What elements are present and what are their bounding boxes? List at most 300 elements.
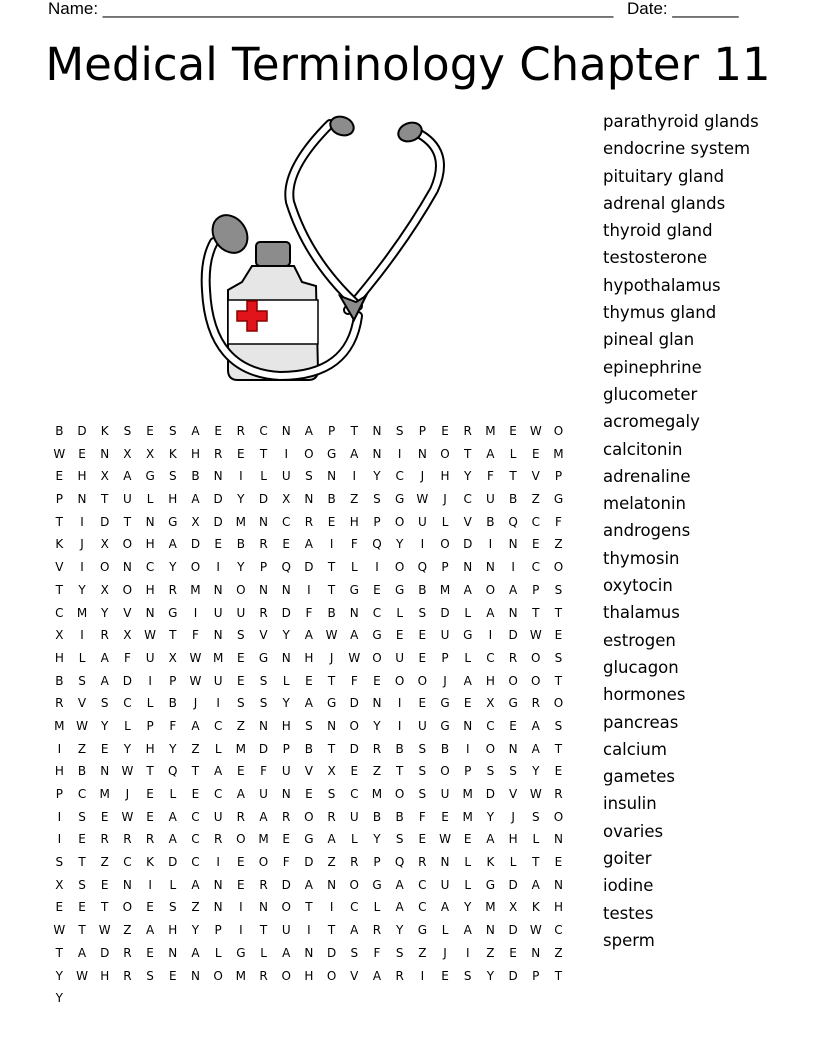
grid-letter: N: [327, 718, 337, 733]
grid-letter: C: [259, 424, 268, 438]
grid-letter: R: [145, 832, 155, 847]
grid-letter: G: [168, 605, 178, 620]
grid-letter: P: [327, 424, 336, 438]
grid-letter: T: [554, 673, 563, 688]
grid-letter: E: [418, 696, 427, 711]
grid-letter: U: [349, 809, 359, 824]
grid-letter: U: [213, 605, 223, 620]
grid-letter: N: [372, 446, 382, 461]
grid-letter: U: [440, 628, 450, 643]
word-list-item: iodine: [603, 876, 654, 896]
grid-letter: J: [193, 696, 198, 711]
grid-letter: E: [554, 628, 563, 643]
grid-letter: B: [418, 582, 427, 597]
word-list-item: pancreas: [603, 712, 679, 732]
grid-letter: N: [417, 446, 427, 461]
grid-letter: S: [78, 673, 86, 688]
grid-letter: F: [486, 469, 494, 484]
grid-letter: R: [463, 424, 472, 438]
grid-letter: J: [443, 673, 447, 688]
grid-letter: P: [373, 514, 381, 529]
grid-letter: W: [189, 650, 202, 665]
grid-letter: D: [349, 741, 359, 756]
grid-letter: T: [146, 764, 154, 779]
grid-letter: W: [348, 650, 361, 665]
grid-letter: I: [80, 514, 84, 529]
grid-letter: E: [373, 582, 381, 597]
grid-letter: D: [508, 877, 518, 892]
grid-letter: A: [350, 628, 359, 643]
grid-letter: N: [349, 605, 359, 620]
grid-letter: O: [372, 650, 382, 665]
grid-letter: W: [76, 968, 88, 983]
grid-letter: E: [146, 809, 154, 824]
grid-letter: W: [121, 809, 134, 824]
grid-letter: T: [464, 446, 472, 461]
grid-letter: N: [77, 492, 87, 507]
grid-letter: E: [509, 718, 517, 733]
grid-letter: G: [485, 877, 496, 892]
grid-letter: C: [486, 650, 495, 665]
grid-letter: O: [281, 900, 291, 915]
word-list-item: parathyroid glands: [603, 112, 759, 131]
grid-letter: S: [327, 787, 336, 801]
grid-letter: D: [463, 537, 473, 552]
grid-letter: Z: [77, 741, 87, 756]
grid-letter: B: [395, 741, 404, 756]
grid-letter: W: [529, 923, 542, 938]
grid-letter: Y: [532, 764, 540, 779]
grid-letter: M: [462, 787, 473, 801]
grid-letter: D: [326, 945, 337, 960]
grid-letter: E: [146, 787, 154, 801]
grid-letter: E: [214, 537, 222, 552]
grid-letter: E: [78, 446, 86, 461]
grid-letter: I: [80, 628, 84, 643]
grid-letter: N: [122, 877, 132, 892]
grid-letter: P: [146, 718, 154, 733]
grid-letter: Y: [78, 582, 86, 597]
grid-letter: N: [281, 424, 291, 438]
grid-letter: A: [304, 424, 314, 438]
grid-letter: R: [259, 968, 268, 983]
grid-letter: E: [509, 945, 517, 960]
grid-letter: E: [305, 787, 313, 801]
grid-letter: S: [418, 764, 427, 779]
grid-letter: G: [553, 492, 564, 507]
grid-letter: O: [531, 673, 541, 688]
grid-letter: Y: [373, 832, 381, 847]
grid-letter: E: [373, 673, 381, 688]
grid-letter: C: [213, 787, 223, 801]
grid-letter: E: [441, 809, 449, 824]
grid-letter: R: [350, 855, 359, 870]
grid-letter: N: [508, 537, 518, 552]
grid-letter: O: [258, 855, 269, 870]
grid-letter: A: [486, 446, 495, 461]
grid-letter: T: [55, 582, 64, 597]
grid-letter: X: [327, 764, 336, 779]
grid-letter: D: [485, 787, 496, 801]
grid-letter: B: [55, 673, 64, 688]
grid-letter: E: [554, 764, 563, 779]
grid-letter: D: [508, 923, 518, 938]
grid-letter: D: [122, 673, 133, 688]
grid-letter: F: [260, 764, 267, 779]
grid-letter: I: [148, 877, 152, 892]
grid-letter: T: [191, 764, 200, 779]
grid-letter: L: [464, 650, 472, 665]
grid-letter: Y: [55, 968, 64, 983]
grid-letter: O: [485, 582, 496, 597]
grid-letter: A: [259, 809, 268, 824]
word-list-item: hypothalamus: [603, 275, 721, 295]
grid-letter: S: [305, 469, 313, 484]
grid-letter: G: [326, 446, 337, 461]
grid-letter: Z: [327, 855, 336, 870]
grid-letter: N: [508, 741, 518, 756]
grid-letter: N: [463, 560, 473, 575]
grid-letter: U: [259, 787, 268, 801]
grid-letter: T: [78, 855, 86, 870]
grid-letter: B: [168, 696, 177, 711]
grid-letter: I: [239, 923, 243, 938]
grid-letter: G: [395, 492, 405, 507]
grid-letter: C: [372, 605, 382, 620]
grid-letter: C: [123, 855, 132, 870]
grid-letter: T: [55, 514, 64, 529]
grid-letter: U: [213, 809, 223, 824]
grid-letter: A: [236, 787, 245, 801]
grid-letter: L: [146, 492, 154, 507]
grid-letter: I: [57, 809, 62, 824]
word-list-item: pineal glan: [603, 330, 695, 350]
grid-letter: W: [529, 787, 542, 801]
grid-letter: N: [531, 945, 541, 960]
grid-letter: G: [463, 628, 473, 643]
grid-letter: A: [304, 628, 314, 643]
grid-letter: B: [486, 514, 495, 529]
grid-letter: L: [169, 787, 177, 801]
grid-letter: D: [281, 605, 291, 620]
grid-letter: F: [418, 809, 426, 824]
grid-letter: H: [145, 741, 155, 756]
grid-letter: U: [486, 492, 495, 507]
grid-letter: C: [350, 787, 359, 801]
grid-letter: S: [168, 469, 177, 484]
grid-letter: N: [463, 718, 473, 733]
grid-letter: L: [509, 446, 517, 461]
word-list-item: goiter: [603, 849, 652, 869]
grid-letter: L: [350, 560, 358, 575]
grid-letter: Q: [417, 560, 428, 575]
grid-letter: O: [349, 718, 359, 733]
grid-letter: V: [531, 469, 540, 484]
grid-letter: W: [144, 628, 157, 643]
grid-letter: W: [416, 492, 429, 507]
grid-letter: M: [54, 718, 65, 733]
word-list-item: endocrine system: [603, 139, 751, 159]
word-list-item: hormones: [603, 685, 686, 705]
grid-letter: F: [282, 855, 290, 870]
grid-letter: Y: [373, 718, 381, 733]
grid-letter: D: [440, 605, 450, 620]
grid-letter: G: [168, 514, 178, 529]
grid-letter: I: [488, 628, 493, 643]
grid-letter: X: [486, 696, 495, 711]
grid-letter: M: [485, 424, 496, 438]
grid-letter: T: [554, 968, 563, 983]
grid-letter: D: [508, 628, 518, 643]
grid-letter: A: [395, 900, 404, 915]
grid-letter: Y: [191, 923, 200, 938]
grid-letter: P: [554, 469, 563, 484]
name-field: Name: ______________________________________________________: [48, 0, 614, 18]
grid-letter: E: [78, 900, 86, 915]
grid-letter: H: [508, 832, 518, 847]
grid-letter: N: [372, 696, 382, 711]
word-list-item: sperm: [603, 930, 655, 950]
grid-letter: T: [554, 741, 563, 756]
grid-letter: N: [440, 855, 450, 870]
grid-letter: A: [191, 877, 200, 892]
grid-letter: L: [146, 696, 154, 711]
grid-letter: T: [259, 446, 268, 461]
grid-letter: I: [329, 537, 334, 552]
grid-letter: A: [191, 424, 200, 438]
grid-letter: N: [213, 877, 223, 892]
grid-letter: D: [100, 945, 110, 960]
grid-letter: H: [440, 469, 450, 484]
grid-letter: T: [305, 900, 313, 915]
grid-letter: A: [168, 809, 177, 824]
grid-letter: P: [282, 741, 290, 756]
grid-letter: T: [532, 605, 540, 620]
grid-letter: C: [123, 696, 132, 711]
grid-letter: X: [123, 628, 132, 643]
grid-letter: Q: [168, 764, 178, 779]
grid-letter: C: [463, 492, 472, 507]
grid-letter: M: [235, 514, 247, 529]
grid-letter: K: [168, 446, 177, 461]
grid-letter: S: [554, 650, 563, 665]
grid-letter: Y: [169, 560, 177, 575]
grid-letter: O: [213, 968, 223, 983]
grid-letter: S: [146, 968, 154, 983]
grid-letter: U: [213, 673, 223, 688]
grid-letter: E: [327, 514, 336, 529]
grid-letter: T: [395, 764, 404, 779]
grid-letter: F: [350, 537, 358, 552]
grid-letter: A: [100, 673, 109, 688]
word-list: [603, 108, 759, 954]
grid-letter: I: [397, 718, 402, 733]
grid-letter: K: [486, 855, 495, 870]
grid-letter: S: [305, 718, 313, 733]
grid-letter: Y: [101, 718, 109, 733]
grid-letter: I: [216, 696, 220, 711]
grid-letter: N: [553, 832, 563, 847]
word-list-item: pituitary gland: [603, 166, 725, 186]
grid-letter: F: [373, 945, 381, 960]
grid-letter: X: [123, 446, 132, 461]
grid-letter: O: [394, 560, 405, 575]
word-list-item: glucometer: [603, 384, 698, 404]
grid-letter: N: [213, 628, 223, 643]
grid-letter: C: [486, 718, 495, 733]
grid-letter: Y: [464, 469, 472, 484]
grid-letter: N: [259, 900, 269, 915]
grid-letter: N: [304, 945, 314, 960]
grid-letter: W: [529, 628, 542, 643]
grid-letter: E: [441, 424, 449, 438]
word-search-grid: [48, 420, 570, 1010]
grid-letter: O: [553, 424, 564, 438]
grid-letter: Y: [395, 923, 404, 938]
grid-letter: A: [350, 923, 359, 938]
grid-letter: S: [237, 696, 245, 711]
grid-letter: B: [304, 741, 314, 756]
grid-letter: I: [397, 696, 402, 711]
grid-letter: Z: [236, 718, 245, 733]
grid-letter: Q: [281, 560, 291, 575]
grid-letter: S: [55, 855, 64, 870]
grid-letter: U: [236, 605, 246, 620]
word-list-item: epinephrine: [603, 357, 702, 377]
grid-letter: R: [554, 787, 563, 801]
grid-letter: E: [531, 537, 540, 552]
grid-letter: I: [307, 923, 311, 938]
grid-letter: C: [191, 855, 200, 870]
grid-letter: G: [372, 877, 382, 892]
grid-letter: E: [146, 945, 154, 960]
word-list-item: gametes: [603, 767, 676, 787]
grid-letter: F: [192, 628, 199, 643]
grid-letter: U: [281, 923, 291, 938]
grid-letter: R: [123, 945, 132, 960]
grid-letter: A: [123, 469, 132, 484]
grid-letter: T: [327, 560, 336, 575]
grid-letter: S: [259, 696, 268, 711]
grid-letter: B: [55, 424, 64, 438]
grid-letter: T: [101, 900, 109, 915]
grid-letter: S: [373, 492, 381, 507]
grid-letter: W: [53, 923, 66, 938]
grid-letter: O: [553, 809, 564, 824]
grid-letter: N: [485, 560, 495, 575]
grid-letter: A: [463, 923, 472, 938]
grid-letter: N: [122, 560, 132, 575]
grid-letter: D: [349, 696, 359, 711]
word-list-item: androgens: [603, 521, 691, 541]
grid-letter: S: [554, 582, 563, 597]
grid-letter: I: [375, 560, 379, 575]
grid-letter: E: [146, 900, 154, 915]
grid-letter: J: [420, 469, 425, 484]
grid-letter: Z: [123, 923, 132, 938]
grid-letter: K: [55, 537, 64, 552]
grid-letter: V: [259, 628, 268, 643]
grid-letter: B: [440, 741, 450, 756]
grid-letter: S: [100, 696, 109, 711]
grid-letter: E: [463, 832, 472, 847]
grid-letter: P: [464, 764, 472, 779]
grid-letter: B: [395, 809, 404, 824]
grid-letter: O: [553, 696, 564, 711]
grid-letter: H: [281, 718, 291, 733]
grid-letter: F: [169, 718, 177, 733]
grid-letter: I: [239, 900, 243, 915]
grid-letter: I: [239, 469, 243, 484]
grid-letter: S: [395, 424, 404, 438]
grid-letter: O: [99, 560, 110, 575]
grid-letter: T: [327, 582, 336, 597]
grid-letter: I: [148, 673, 152, 688]
grid-letter: R: [372, 923, 382, 938]
grid-letter: E: [237, 855, 245, 870]
grid-letter: R: [100, 628, 109, 643]
grid-letter: D: [304, 855, 314, 870]
grid-letter: S: [463, 968, 472, 983]
grid-letter: W: [325, 628, 338, 643]
grid-letter: S: [350, 945, 359, 960]
grid-letter: N: [168, 945, 178, 960]
grid-letter: A: [350, 446, 359, 461]
grid-letter: N: [327, 877, 337, 892]
grid-letter: N: [372, 424, 382, 438]
grid-letter: N: [259, 582, 269, 597]
grid-letter: U: [281, 764, 291, 779]
grid-letter: I: [352, 469, 357, 484]
grid-letter: M: [553, 446, 564, 461]
grid-letter: F: [555, 514, 562, 529]
grid-letter: X: [168, 650, 177, 665]
grid-letter: H: [304, 968, 314, 983]
grid-letter: C: [350, 900, 359, 915]
grid-letter: O: [553, 560, 564, 575]
grid-letter: P: [418, 424, 426, 438]
grid-letter: S: [123, 424, 132, 438]
grid-letter: E: [191, 787, 200, 801]
grid-letter: X: [55, 877, 64, 892]
grid-letter: I: [329, 900, 334, 915]
grid-letter: L: [214, 945, 222, 960]
grid-letter: J: [511, 809, 515, 824]
grid-letter: E: [418, 650, 427, 665]
grid-letter: E: [554, 855, 563, 870]
grid-letter: A: [486, 605, 495, 620]
grid-letter: S: [554, 718, 563, 733]
word-list-item: thalamus: [603, 603, 680, 623]
grid-letter: E: [146, 424, 154, 438]
grid-letter: E: [418, 832, 427, 847]
grid-letter: N: [553, 877, 563, 892]
grid-letter: L: [169, 877, 177, 892]
grid-letter: I: [420, 968, 425, 983]
grid-letter: N: [259, 718, 269, 733]
grid-letter: P: [55, 787, 63, 801]
grid-letter: A: [508, 582, 518, 597]
grid-letter: M: [190, 582, 201, 597]
grid-letter: N: [327, 469, 337, 484]
grid-letter: R: [100, 832, 109, 847]
grid-letter: E: [214, 424, 222, 438]
grid-letter: A: [395, 877, 404, 892]
grid-letter: D: [258, 741, 269, 756]
word-list-item: testes: [603, 903, 654, 923]
grid-letter: H: [77, 469, 87, 484]
grid-letter: I: [57, 741, 62, 756]
